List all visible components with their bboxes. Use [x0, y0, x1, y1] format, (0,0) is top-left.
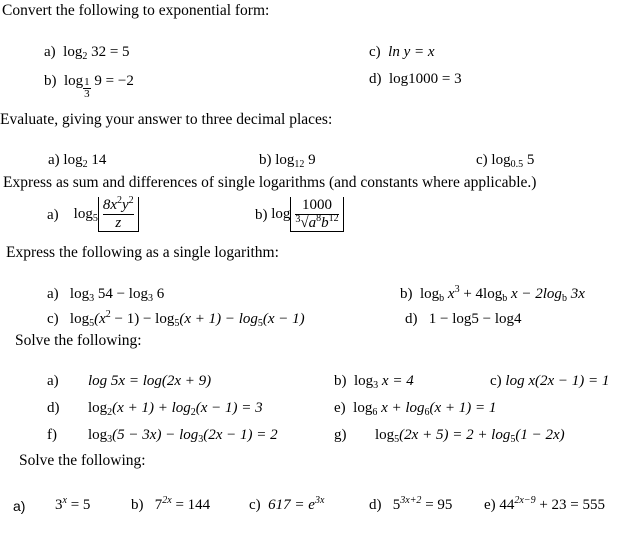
expr: + 4log: [463, 286, 503, 302]
label: f): [47, 427, 57, 443]
problem-5g: [334, 426, 347, 444]
label: c): [47, 311, 59, 327]
expr: − 1) − log: [110, 311, 175, 327]
base: 44: [499, 497, 515, 513]
problem-4b: b) $\log_b x^3 + 4\log_b$ $x - 2\log_b$ 3x: [400, 284, 585, 304]
log-base: 3: [89, 293, 95, 304]
log-base: 3: [147, 293, 153, 304]
log-base: 2: [82, 51, 88, 62]
expr: 9: [308, 152, 316, 168]
fraction-denominator: 3: [84, 88, 90, 100]
exponent: 2x: [162, 495, 172, 506]
expr: (x + 1) − log: [179, 311, 258, 327]
expr: 5: [526, 152, 535, 168]
radicand: [309, 214, 339, 231]
problem-4c: c) $\log_5(x^2 - 1) - \log_5(x + 1) - \log_5(x - 1)$: [47, 309, 305, 329]
expr: (x: [94, 311, 106, 327]
fraction-bracket: [98, 197, 139, 232]
expr: 3x: [570, 286, 585, 302]
label: b): [334, 373, 347, 389]
expr: x − 2log: [510, 286, 562, 302]
expr: 54 −: [97, 286, 126, 302]
base: 3: [55, 497, 63, 513]
expr: ln y = x: [388, 44, 435, 60]
exponent: 8: [316, 213, 322, 224]
log-base: 5: [394, 434, 400, 445]
log-base: 5: [174, 318, 180, 329]
log-base: 3: [107, 434, 113, 445]
log-base: 5: [257, 318, 263, 329]
expr: = 144: [171, 497, 211, 513]
log-base: 5: [510, 434, 516, 445]
log-base: b: [439, 293, 445, 304]
problem-2a: a) $\log_2 14$: [48, 152, 107, 170]
expr: + 23 = 555: [535, 497, 606, 513]
log-base: b: [561, 293, 567, 304]
expr: 1 − log5 − log4: [428, 311, 522, 327]
root-index: 3: [295, 214, 301, 225]
radicand-a: a: [308, 215, 317, 231]
base: 5: [392, 497, 401, 513]
denominator-variable: z: [115, 215, 122, 231]
expr: (5 − 3x) − log: [112, 427, 199, 443]
base: 7: [154, 497, 163, 513]
log-base-fraction: [83, 77, 91, 100]
problem-6c: [249, 496, 324, 514]
problem-4d: [405, 310, 522, 328]
label: d): [47, 400, 60, 416]
fraction-numerator: [103, 197, 134, 215]
expr: 32 = 5: [91, 44, 130, 60]
exponent: 3x+2: [400, 495, 422, 506]
problem-1a: a) $\log_2 32 = 5$: [44, 44, 130, 62]
expr: x + log: [381, 400, 425, 416]
log-base: 3: [373, 380, 379, 391]
expr: (2x + 5) = 2 + log: [399, 427, 511, 443]
exponent: 2: [105, 309, 111, 320]
problem-6a-label: a): [13, 498, 26, 514]
label: d): [369, 497, 382, 513]
problem-1b: b) log $\frac{1}{3}$ 9 = −2: [44, 73, 134, 100]
label: g): [334, 427, 347, 443]
log-base: 6: [424, 407, 430, 418]
expr: (x − 1): [262, 311, 305, 327]
log-base: 2: [190, 407, 196, 418]
label: c): [476, 152, 488, 168]
problem-4a: a) $\log_3 54 - \log_3 6$: [47, 286, 165, 304]
label: e): [484, 497, 496, 513]
expr: = 5: [66, 497, 91, 513]
problem-5a: [47, 372, 59, 390]
expr: (x + 1) = 1: [429, 400, 497, 416]
log-base: 0.5: [510, 159, 524, 170]
expr: (x + 1) + log: [112, 400, 191, 416]
log-base: 2: [107, 407, 113, 418]
exponent: 3x: [314, 495, 325, 506]
problem-5g-expr: $\log_5(2x + 5) = 2 + \log_5(1 - 2x)$: [375, 427, 565, 445]
log-base: 2: [82, 159, 88, 170]
problem-1c: [369, 43, 435, 61]
log-base: b: [502, 293, 508, 304]
fraction-bracket: [290, 197, 343, 232]
problem-5d-expr: $\log_2(x + 1) + \log_2(x - 1) = 3$: [88, 400, 263, 418]
problem-2c: c) $\log_{0.5} 5$: [476, 152, 535, 170]
label: b): [44, 73, 57, 89]
radicand-b: b: [321, 215, 329, 231]
expr: 6: [156, 286, 165, 302]
expr: x = 4: [381, 373, 414, 389]
label: a): [47, 373, 59, 389]
label: b): [259, 152, 272, 168]
expr: log1000 = 3: [389, 71, 462, 87]
exponent: x: [62, 495, 67, 506]
section1-title: Convert the following to exponential form:: [2, 2, 270, 19]
fraction-denominator: [103, 215, 134, 231]
problem-3a: a) $\log_5$ $\frac{8x^2y^2}{z}$: [47, 197, 139, 237]
problem-6a: [55, 496, 90, 514]
exponent: 2: [117, 195, 122, 206]
label: a): [44, 44, 56, 60]
expr: = 95: [421, 497, 453, 513]
expr: 617 = e: [268, 497, 315, 513]
label: b): [131, 497, 144, 513]
problem-5d: [47, 399, 60, 417]
log-base: 5: [92, 212, 98, 224]
problem-5f: [47, 426, 57, 444]
problem-3b: b) log $\frac{1000}{^3√a^8b^{12}}$: [255, 197, 344, 237]
problem-6b: [131, 496, 210, 514]
log-base: 5: [89, 318, 95, 329]
problem-1d: [369, 70, 462, 88]
numerator-coefficient: 8x: [102, 197, 117, 213]
label: b): [255, 206, 268, 223]
label: c): [249, 497, 261, 513]
problem-6d: [369, 496, 452, 514]
expr: log x(2x − 1) = 1: [505, 373, 610, 389]
label: a): [47, 286, 59, 302]
exponent: 12: [328, 213, 339, 224]
exponent: 2x−9: [514, 495, 536, 506]
log-base: 6: [372, 407, 378, 418]
expr: 9 = −2: [94, 73, 134, 89]
problem-2b: b) $\log_{12} 9$: [259, 152, 316, 170]
label: d): [369, 71, 382, 87]
section6-title: Solve the following:: [19, 452, 146, 469]
label: a): [48, 152, 60, 168]
exponent: 3: [454, 284, 460, 295]
radical-icon: √: [300, 215, 309, 231]
label: d): [405, 311, 418, 327]
fraction-denominator: [295, 215, 338, 231]
problem-5a-expr: [88, 372, 211, 390]
expr: x: [447, 286, 455, 302]
fraction-numerator: 1000: [295, 197, 338, 215]
log-base: 12: [294, 159, 305, 170]
expr: (1 − 2x): [515, 427, 565, 443]
label: b): [400, 286, 413, 302]
exponent: 2: [128, 195, 134, 206]
problem-5b: b) $\log_3 x = 4$: [334, 373, 414, 391]
label: c): [369, 44, 381, 60]
expr: (2x − 1) = 2: [203, 427, 278, 443]
section2-title: Evaluate, giving your answer to three decimal places:: [0, 111, 333, 128]
expr: (x − 1) = 3: [195, 400, 263, 416]
fraction-numerator: 1: [84, 76, 90, 88]
label: e): [334, 400, 346, 416]
label: a): [47, 206, 59, 223]
expr: 14: [91, 152, 107, 168]
expr: log 5x = log(2x + 9): [88, 373, 212, 389]
section5-title: Solve the following:: [15, 332, 142, 349]
problem-5e: e) $\log_6 x + \log_6(x + 1) = 1$: [334, 400, 497, 418]
section3-title: Express as sum and differences of single logarithms (and constants where applicable.): [3, 174, 537, 191]
label: c): [490, 373, 502, 389]
problem-5f-expr: $\log_3(5 - 3x) - \log_3(2x - 1) = 2$: [88, 427, 278, 445]
problem-6e: [484, 496, 605, 514]
numerator-variable: y: [122, 197, 129, 213]
problem-5c: [490, 372, 609, 390]
section4-title: Express the following as a single logarithm:: [6, 244, 279, 261]
log-base: 3: [198, 434, 204, 445]
